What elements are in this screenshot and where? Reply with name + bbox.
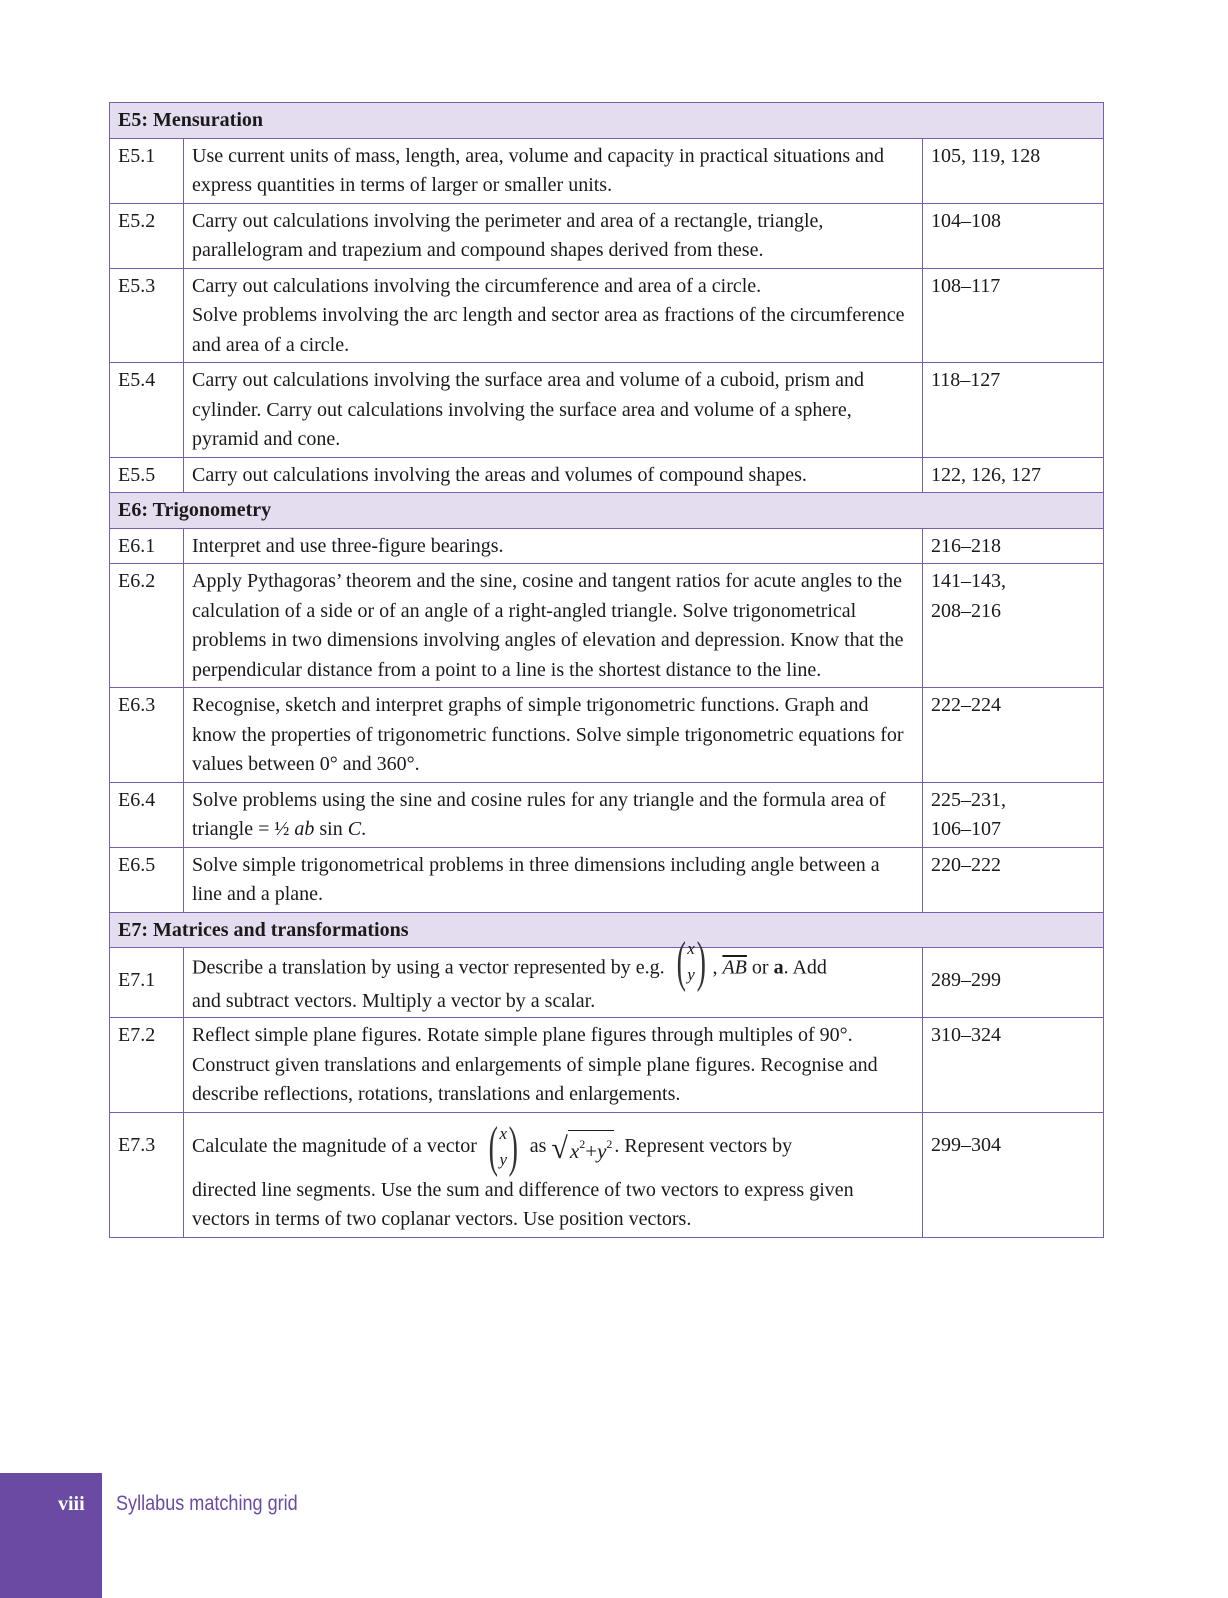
vector-ab: $\overline{AB}$ <box>722 956 747 979</box>
objective-code: E5.4 <box>110 363 184 458</box>
objective-text <box>184 1112 923 1237</box>
objective-code: E6.4 <box>110 782 184 847</box>
section-header-e5 <box>110 103 1104 139</box>
vector-y: y <box>687 965 695 984</box>
objective-code: E6.2 <box>110 564 184 688</box>
table-row-e7-2 <box>110 1018 1104 1113</box>
running-footer-title: Syllabus matching grid <box>116 1492 298 1515</box>
exponent: 2 <box>606 1136 613 1151</box>
page-refs-line: 225–231, <box>931 788 1006 811</box>
objective-text: Reflect simple plane figures. Rotate simple plane figures through multiples of 90°. Construct given translations and enlargements of simple plane figures. Recognise and describe reflections, rotations, translations and enlargements. <box>184 1018 923 1113</box>
page-refs: 118–127 <box>923 363 1104 458</box>
objective-text: Interpret and use three-figure bearings. <box>184 528 923 564</box>
radical-sign: √ <box>551 1131 568 1165</box>
text-run: . Represent vectors by <box>614 1134 793 1157</box>
page-refs: 105, 119, 128 <box>923 138 1104 203</box>
objective-code: E7.2 <box>110 1018 184 1113</box>
table-row-e6-1 <box>110 528 1104 564</box>
page-refs: 310–324 <box>923 1018 1104 1113</box>
vector-y: y <box>499 1149 508 1169</box>
vector-a-bold: a <box>773 956 784 979</box>
objective-text: Recognise, sketch and interpret graphs of simple trigonometric functions. Graph and know the properties of trigonometric functions. Solve simple trigonometric equations for values between 0° and 360°. <box>184 688 923 783</box>
objective-code: E5.3 <box>110 268 184 363</box>
objective-code: E6.5 <box>110 847 184 912</box>
table-row-e5-5 <box>110 457 1104 493</box>
objective-text: Carry out calculations involving the surface area and volume of a cuboid, prism and cylinder. Carry out calculations involving the surface area and volume of a sphere, pyramid and cone. <box>184 363 923 458</box>
exponent: 2 <box>579 1136 586 1151</box>
page-refs-line: 106–107 <box>931 818 1001 840</box>
table-row-e7-3 <box>110 1112 1104 1237</box>
section-header-e6 <box>110 493 1104 529</box>
left-paren: ( <box>488 1115 498 1178</box>
page-refs: 122, 126, 127 <box>923 457 1104 493</box>
objective-code: E5.5 <box>110 457 184 493</box>
table-row-e6-3 <box>110 688 1104 783</box>
objective-text: Carry out calculations involving the perimeter and area of a rectangle, triangle, parallelogram and trapezium and compound shapes derived from these. <box>184 203 923 268</box>
math-italic: C <box>347 818 362 840</box>
objective-code: E5.2 <box>110 203 184 268</box>
objective-code: E7.3 <box>110 1112 184 1237</box>
objective-text: Apply Pythagoras’ theorem and the sine, cosine and tangent ratios for acute angles to the calculation of a side or of an angle of a right-angled triangle. Solve trigonometrical problems in two dimensions involving angles of elevation and depression. Know that the perpendicular distance from a point to a line is the shortest distance to the line. <box>184 564 923 688</box>
plus-sign: + <box>585 1138 598 1163</box>
text-run: Calculate the magnitude of a vector <box>192 1134 477 1157</box>
column-vector <box>672 931 711 993</box>
text-run: or <box>746 956 774 979</box>
objective-text: Carry out calculations involving the areas and volumes of compound shapes. <box>184 457 923 493</box>
text-run: . Add <box>783 956 827 979</box>
page-refs: 289–299 <box>923 948 1104 1018</box>
syllabus-table <box>109 102 1104 1238</box>
radicand-x: x <box>569 1138 580 1163</box>
square-root-expression <box>551 1130 614 1164</box>
table-row-e6-4 <box>110 782 1104 847</box>
page-refs-line: 208–216 <box>931 599 1001 622</box>
right-paren: ) <box>696 931 706 993</box>
objective-text-line: Solve problems involving the arc length and sector area as fractions of the circumference and area of a circle. <box>192 304 905 356</box>
column-vector <box>484 1115 523 1178</box>
objective-text-line: Carry out calculations involving the circumference and area of a circle. <box>192 274 762 297</box>
text-run: Solve problems using the sine and cosine rules for any triangle and the formula area of triangle = ½ <box>192 788 886 840</box>
text-run: sin <box>314 818 348 840</box>
objective-text: Use current units of mass, length, area, volume and capacity in practical situations and express quantities in terms of larger or smaller units. <box>184 138 923 203</box>
footer-accent-bar <box>0 1473 102 1598</box>
section-title: E5: Mensuration <box>110 103 1104 139</box>
page-refs: 108–117 <box>923 268 1104 363</box>
page-refs <box>923 564 1104 688</box>
table-row-e6-5 <box>110 847 1104 912</box>
table-row-e6-2 <box>110 564 1104 688</box>
objective-code: E6.3 <box>110 688 184 783</box>
objective-code: E5.1 <box>110 138 184 203</box>
page-refs: 299–304 <box>923 1112 1104 1237</box>
table-row-e5-1 <box>110 138 1104 203</box>
section-header-e7 <box>110 912 1104 948</box>
page-refs: 222–224 <box>923 688 1104 783</box>
page-refs-line: 141–143, <box>931 570 1006 592</box>
objective-code: E6.1 <box>110 528 184 564</box>
page-refs: 216–218 <box>923 528 1104 564</box>
section-title: E7: Matrices and transformations <box>110 912 1104 948</box>
vector-x: x <box>687 939 695 958</box>
right-paren: ) <box>508 1115 519 1178</box>
vector-x: x <box>499 1123 508 1143</box>
section-title: E6: Trigonometry <box>110 493 1104 529</box>
text-run: . <box>361 818 367 840</box>
page-refs: 104–108 <box>923 203 1104 268</box>
page-number: viii <box>58 1493 85 1515</box>
math-italic: ab <box>294 818 315 840</box>
objective-text: Solve simple trigonometrical problems in three dimensions including angle between a line and a plane. <box>184 847 923 912</box>
objective-text <box>184 782 923 847</box>
page-refs <box>923 782 1104 847</box>
table-row-e5-2 <box>110 203 1104 268</box>
objective-text <box>184 268 923 363</box>
objective-text-line: and subtract vectors. Multiply a vector by a scalar. <box>192 990 596 1012</box>
objective-text-line: directed line segments. Use the sum and difference of two vectors to express given vectors in terms of two coplanar vectors. Use position vectors. <box>192 1178 854 1230</box>
objective-text-line <box>192 1116 914 1176</box>
table-row-e7-1 <box>110 948 1104 1018</box>
table-row-e5-4 <box>110 363 1104 458</box>
page-refs: 220–222 <box>923 847 1104 912</box>
text-run: as <box>524 1134 552 1157</box>
table-row-e5-3 <box>110 268 1104 363</box>
radicand-y: y <box>597 1138 607 1163</box>
objective-text <box>184 931 923 1018</box>
text-run: , <box>712 956 718 979</box>
text-run: Describe a translation by using a vector represented by e.g. <box>192 956 665 979</box>
left-paren: ( <box>676 931 686 993</box>
objective-code: E7.1 <box>110 948 184 1018</box>
